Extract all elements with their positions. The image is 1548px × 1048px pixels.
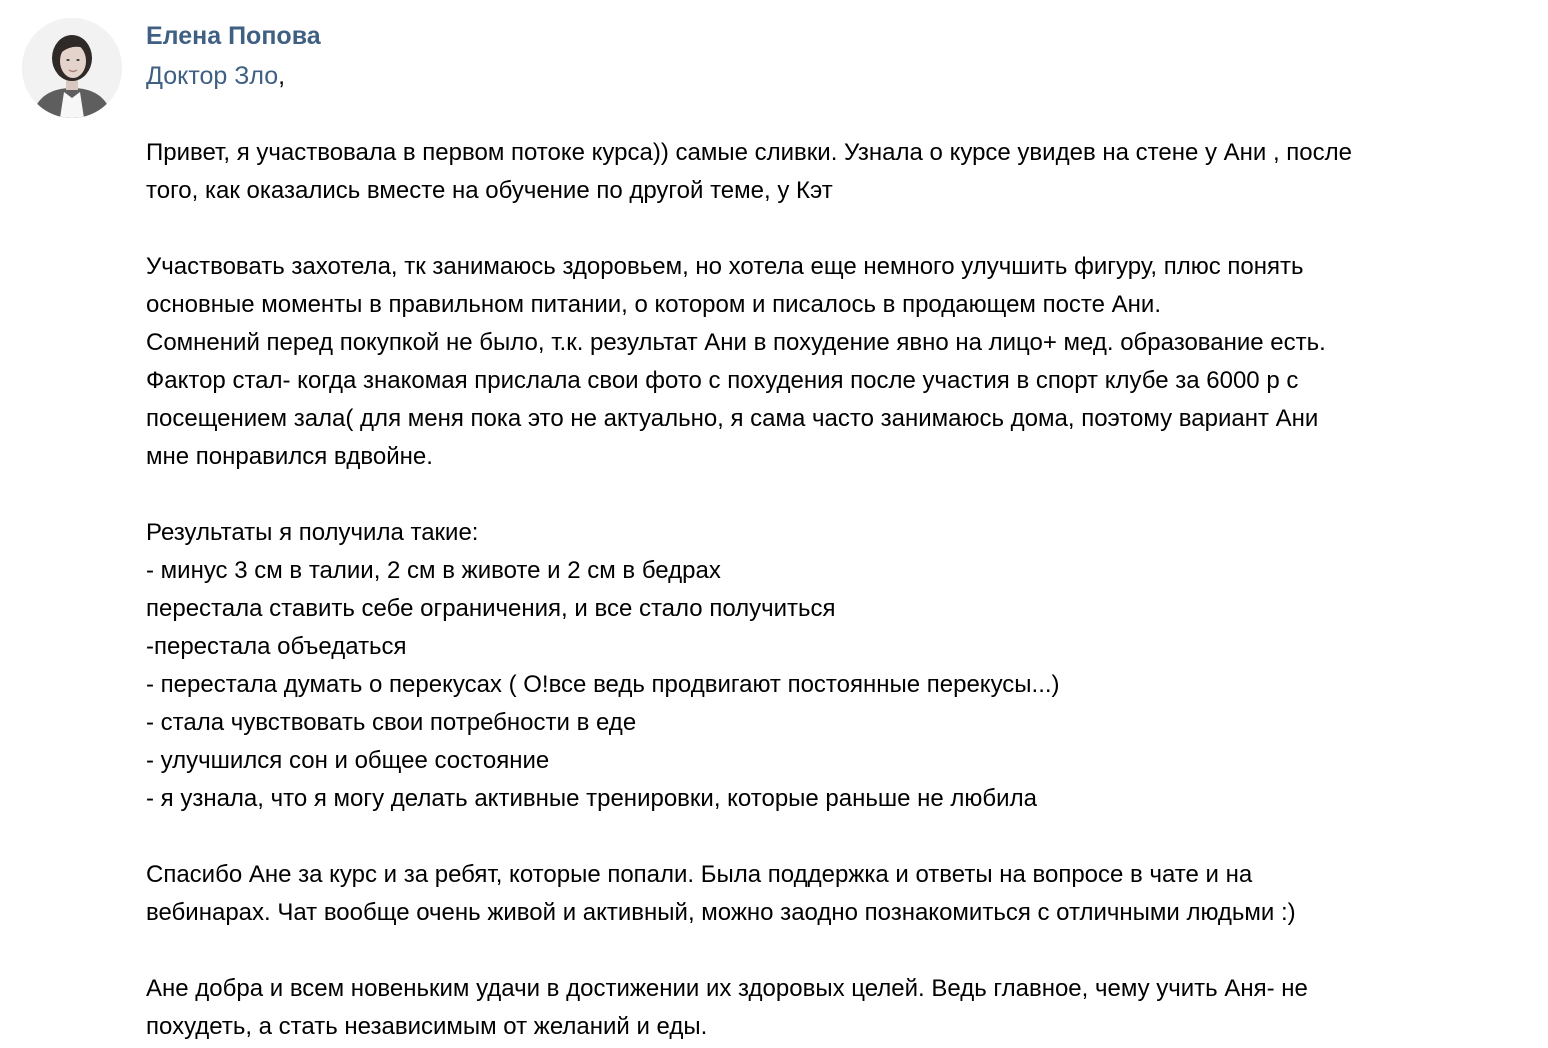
comment-line: Участвовать захотела, тк занимаюсь здоровьем, но хотела еще немного улучшить фигуру, плюс понять [146, 253, 1304, 280]
comment-line: похудеть, а стать независимым от желаний и еды. [146, 1013, 708, 1040]
comment-line: - минус 3 см в талии, 2 см в животе и 2 см в бедрах [146, 557, 721, 584]
comment-line: -перестала объедаться [146, 633, 407, 660]
avatar[interactable] [22, 18, 122, 118]
comment-line: перестала ставить себе ограничения, и все стало получиться [146, 595, 836, 622]
comment-line: основные моменты в правильном питании, о котором и писалось в продающем посте Ани. [146, 291, 1161, 318]
comment-line: Сомнений перед покупкой не было, т.к. результат Ани в похудение явно на лицо+ мед. образование есть. [146, 329, 1326, 356]
comment-line: - стала чувствовать свои потребности в еде [146, 709, 637, 736]
comment-line: - я узнала, что я могу делать активные тренировки, которые раньше не любила [146, 785, 1037, 812]
paragraph-gap [146, 210, 1544, 248]
comment-line: мне понравился вдвойне. [146, 443, 433, 470]
comment-text [146, 134, 1544, 1046]
paragraph-gap [146, 476, 1544, 514]
comment-line: - перестала думать о перекусах ( О!все ведь продвигают постоянные перекусы...) [146, 671, 1060, 698]
comment-line: Результаты я получила такие: [146, 519, 479, 546]
comment-line: Привет, я участвовала в первом потоке курса)) самые сливки. Узнала о курсе увидев на стене у Ани , после [146, 139, 1352, 166]
comment-line: вебинарах. Чат вообще очень живой и активный, можно заодно познакомиться с отличными людьми :) [146, 899, 1296, 926]
paragraph-gap [146, 818, 1544, 856]
paragraph-gap [146, 932, 1544, 970]
comment-line: посещением зала( для меня пока это не актуально, я сама часто занимаюсь дома, поэтому вариант Ани [146, 405, 1319, 432]
user-photo-icon [22, 18, 122, 118]
comment-line: - улучшился сон и общее состояние [146, 747, 550, 774]
reply-line [146, 60, 285, 92]
comment-line: Фактор стал- когда знакомая прислала свои фото с похудения после участия в спорт клубе за 6000 р с [146, 367, 1299, 394]
author-name[interactable]: Елена Попова [146, 22, 321, 50]
comment-line: Ане добра и всем новеньким удачи в достижении их здоровых целей. Ведь главное, чему учить Аня- не [146, 975, 1308, 1002]
reply-suffix: , [278, 62, 286, 90]
reply-to-link[interactable]: Доктор Зло [146, 62, 279, 90]
comment-line: того, как оказались вместе на обучение по другой теме, у Кэт [146, 177, 833, 204]
comment-line: Спасибо Ане за курс и за ребят, которые попали. Была поддержка и ответы на вопросе в чате и на [146, 861, 1253, 888]
